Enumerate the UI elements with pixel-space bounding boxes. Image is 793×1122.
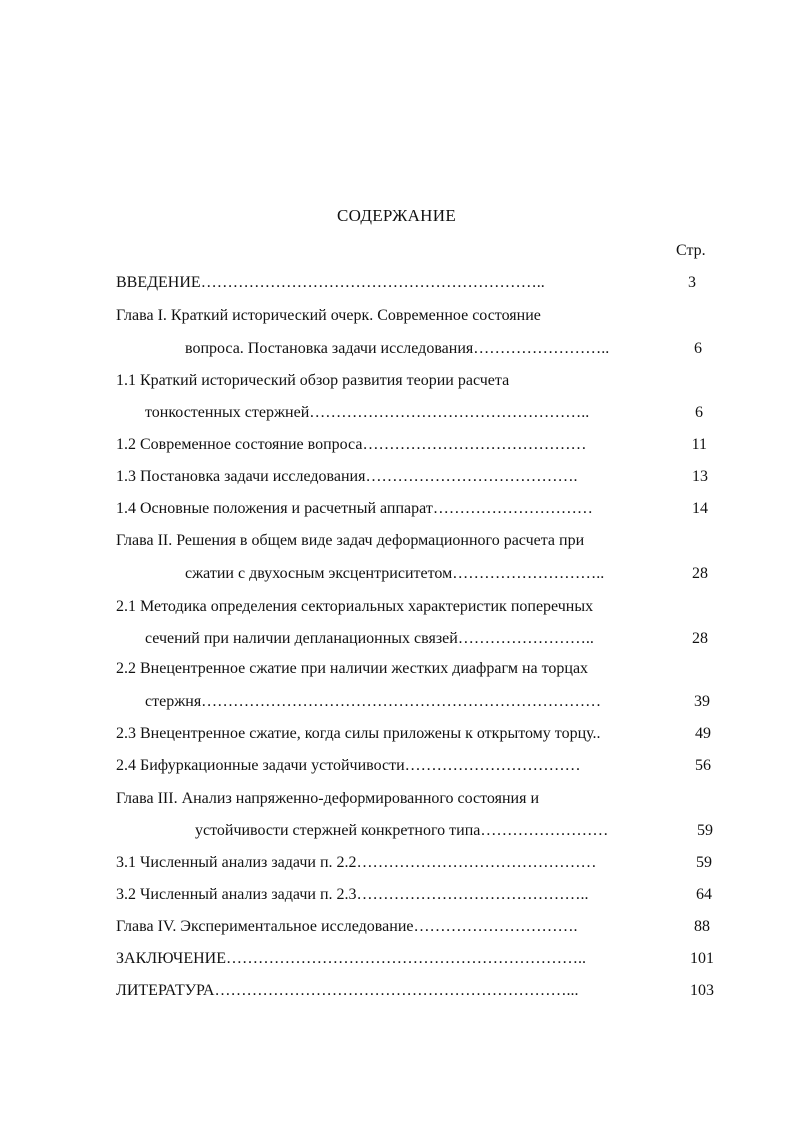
toc-entry-1-4: 1.4 Основные положения и расчетный аппарат………………………… <box>116 500 593 517</box>
toc-page-number: 103 <box>690 982 714 999</box>
page-title: СОДЕРЖАНИЕ <box>336 206 457 225</box>
toc-entry-chapter-1: Глава I. Краткий исторический очерк. Современное состояние <box>116 307 541 324</box>
toc-entry-chapter-3-continued: устойчивости стержней конкретного типа…………………… <box>195 822 609 839</box>
toc-page-number: 88 <box>694 918 710 935</box>
toc-entry-intro: ВВЕДЕНИЕ……………………………………………………….. <box>116 274 545 291</box>
toc-entry-3-2: 3.2 Численный анализ задачи п. 2.3…………………………………….. <box>116 886 589 903</box>
toc-entry-2-2-continued: стержня………………………………………………………………… <box>145 693 602 710</box>
toc-entry-references: ЛИТЕРАТУРА…………………………………………………………... <box>116 982 579 999</box>
toc-entry-2-4: 2.4 Бифуркационные задачи устойчивости…………………………… <box>116 757 581 774</box>
toc-page-number: 6 <box>694 340 702 357</box>
toc-page-number: 39 <box>694 693 710 710</box>
toc-page-number: 101 <box>690 950 714 967</box>
toc-page-number: 64 <box>696 886 712 903</box>
toc-entry-1-3: 1.3 Постановка задачи исследования…………………………………. <box>116 468 578 485</box>
toc-entry-2-3: 2.3 Внецентренное сжатие, когда силы приложены к открытому торцу.. <box>116 725 601 742</box>
toc-entry-chapter-1-continued: вопроса. Постановка задачи исследования…………………….. <box>185 340 610 357</box>
toc-entry-chapter-3: Глава III. Анализ напряженно-деформированного состояния и <box>116 790 540 807</box>
toc-page-number: 3 <box>688 274 696 291</box>
toc-entry-1-1-continued: тонкостенных стержней…………………………………………….. <box>145 404 590 421</box>
toc-entry-chapter-4: Глава IV. Экспериментальное исследование…………………………. <box>116 918 578 935</box>
toc-entry-2-1-continued: сечений при наличии депланационных связей…………………….. <box>145 630 594 647</box>
toc-page-number: 13 <box>692 468 708 485</box>
toc-entry-1-2: 1.2 Современное состояние вопроса…………………………………… <box>116 436 587 453</box>
page-column-label: Стр. <box>676 242 706 259</box>
toc-entry-chapter-2: Глава II. Решения в общем виде задач деформационного расчета при <box>116 532 585 549</box>
toc-page-number: 11 <box>691 436 707 453</box>
toc-entry-2-2: 2.2 Внецентренное сжатие при наличии жестких диафрагм на торцах <box>116 660 589 677</box>
toc-entry-1-1: 1.1 Краткий исторический обзор развития теории расчета <box>116 372 510 389</box>
toc-page-number: 59 <box>696 854 712 871</box>
toc-page-number: 56 <box>695 757 711 774</box>
toc-page-number: 28 <box>692 630 708 647</box>
toc-page-number: 59 <box>697 822 713 839</box>
toc-page-number: 14 <box>692 500 708 517</box>
toc-entry-conclusion: ЗАКЛЮЧЕНИЕ………………………………………………………….. <box>116 950 586 967</box>
toc-page-number: 28 <box>692 565 708 582</box>
toc-page-number: 6 <box>695 404 703 421</box>
toc-page-number: 49 <box>695 725 711 742</box>
toc-entry-3-1: 3.1 Численный анализ задачи п. 2.2……………………………………… <box>116 854 597 871</box>
toc-entry-chapter-2-continued: сжатии с двухосным эксцентриситетом……………………….. <box>185 565 605 582</box>
toc-entry-2-1: 2.1 Методика определения секториальных характеристик поперечных <box>116 598 594 615</box>
